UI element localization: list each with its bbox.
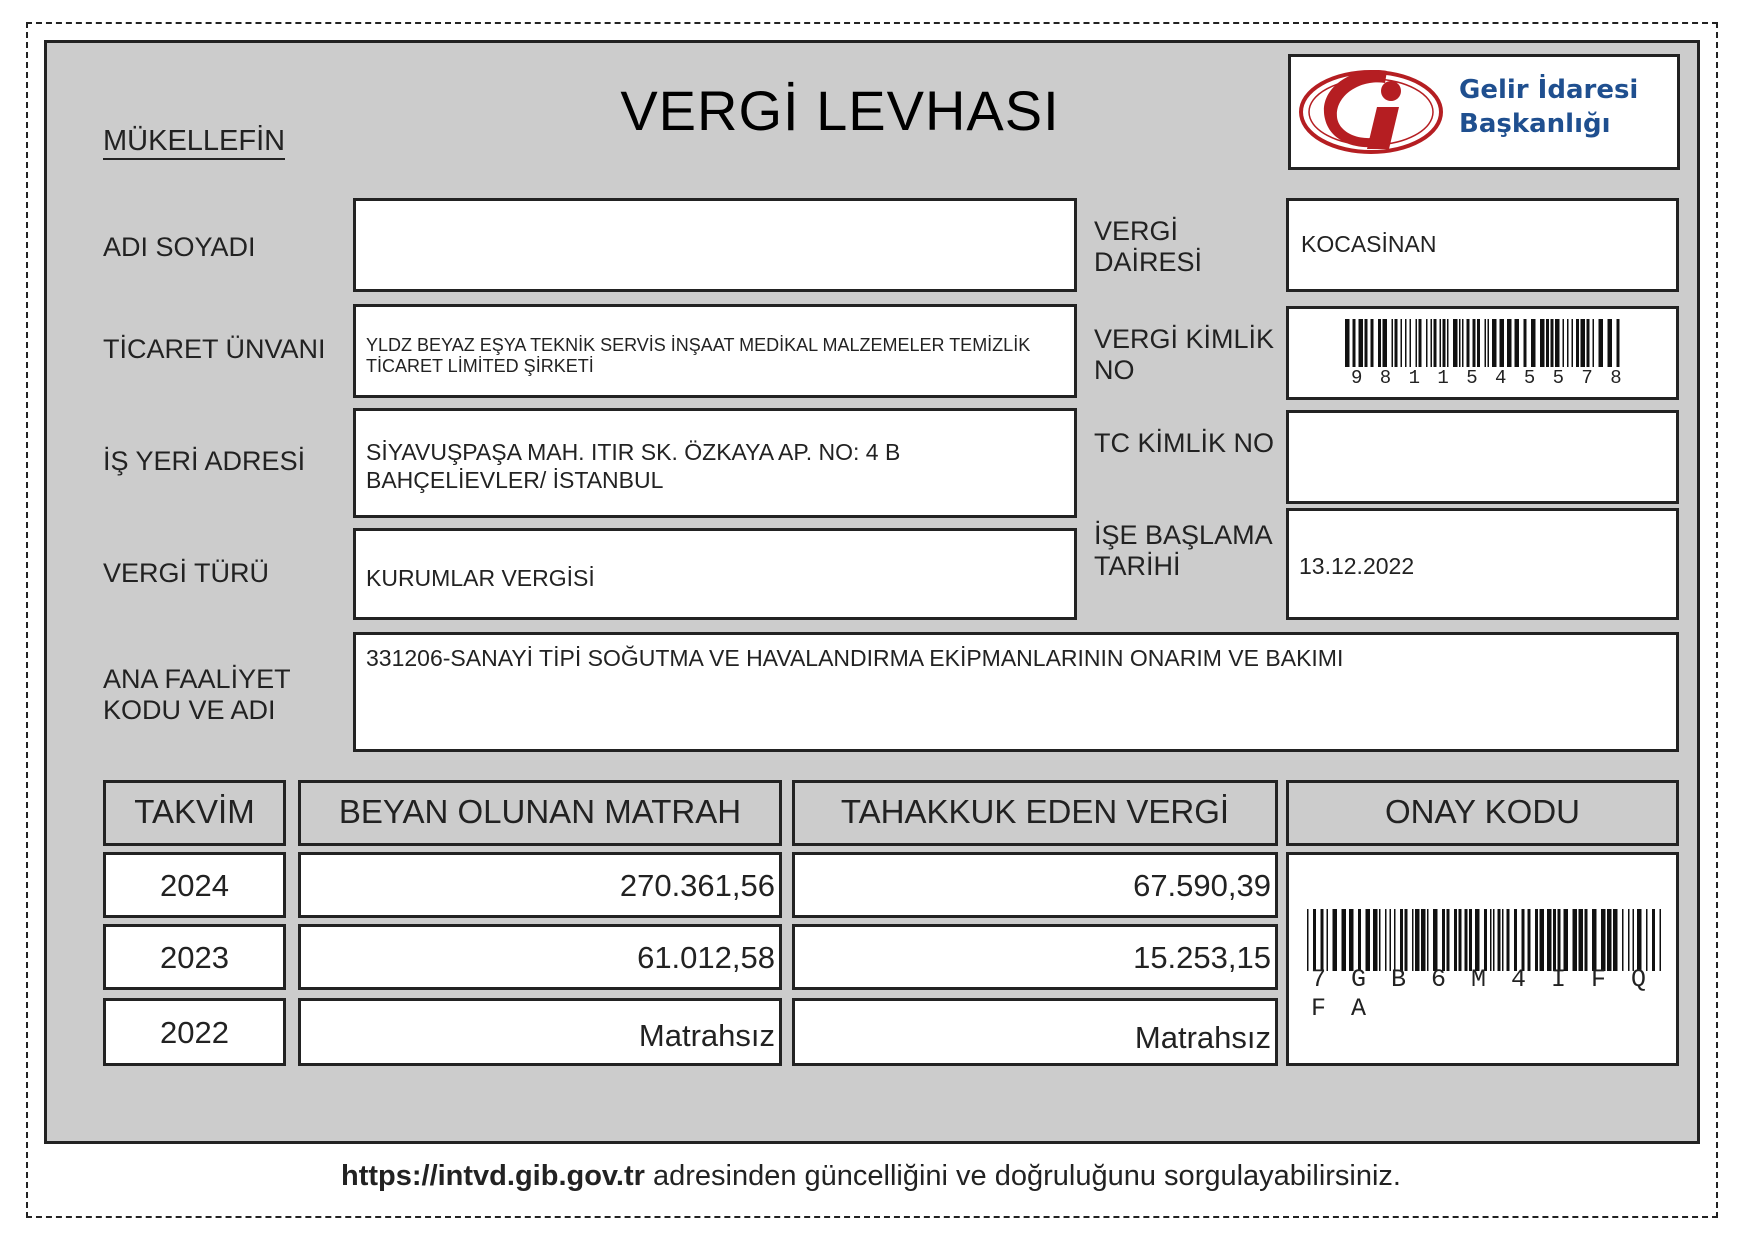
- barcode-bar: [1593, 319, 1595, 367]
- barcode-bar: [1567, 319, 1569, 367]
- header-tahakkuk-vergi: TAHAKKUK EDEN VERGİ: [792, 780, 1278, 846]
- field-ticaret-unvani: [353, 304, 1077, 398]
- barcode-bar: [1400, 909, 1403, 971]
- barcode-bar: [1475, 909, 1480, 971]
- barcode-bar: [1412, 909, 1414, 971]
- barcode-bar: [1416, 319, 1418, 367]
- barcode-bar: [1401, 319, 1403, 367]
- barcode-bar: [1395, 319, 1398, 367]
- barcode-bar: [1547, 909, 1552, 971]
- footer-url[interactable]: https://intvd.gib.gov.tr: [340, 1160, 645, 1192]
- barcode-bar: [1563, 319, 1565, 367]
- barcode-bar: [1345, 319, 1350, 367]
- label-adi-soyadi: ADI SOYADI: [103, 232, 256, 262]
- label-ticaret-unvani: TİCARET ÜNVANI: [103, 334, 326, 364]
- barcode-bar: [1307, 909, 1309, 971]
- barcode-bar: [1447, 909, 1450, 971]
- label-vergi-dairesi: [1094, 216, 1202, 278]
- barcode-bar: [1553, 909, 1556, 971]
- barcode-bar: [1447, 319, 1449, 367]
- vkn-barcode: [1345, 319, 1625, 367]
- barcode-bar: [1528, 909, 1531, 971]
- barcode-bar: [1607, 909, 1612, 971]
- field-tc-kimlik-no: [1286, 410, 1679, 504]
- barcode-bar: [1652, 909, 1655, 971]
- barcode-bar: [1613, 909, 1618, 971]
- barcode-bar: [1349, 909, 1354, 971]
- table-row-matrah: 270.361,56: [298, 852, 782, 918]
- barcode-bar: [1637, 909, 1642, 971]
- barcode-bar: [1531, 319, 1536, 367]
- barcode-bar: [1502, 909, 1504, 971]
- barcode-bar: [1333, 909, 1338, 971]
- barcode-bar: [1426, 319, 1428, 367]
- barcode-bar: [1558, 909, 1561, 971]
- logo-line-1: Gelir İdaresi: [1459, 75, 1639, 105]
- barcode-bar: [1592, 909, 1597, 971]
- barcode-bar: [1540, 909, 1545, 971]
- barcode-bar: [1581, 319, 1586, 367]
- barcode-bar: [1488, 319, 1490, 367]
- label-is-yeri-adresi: İŞ YERİ ADRESİ: [103, 446, 306, 476]
- barcode-bar: [1453, 319, 1458, 367]
- field-vergi-turu: [353, 528, 1077, 620]
- barcode-bar: [1585, 909, 1588, 971]
- label-ana-faaliyet: [103, 664, 291, 726]
- label-vergi-dairesi-line2: DAİRESİ: [1094, 247, 1203, 278]
- barcode-bar: [1473, 319, 1476, 367]
- header-beyan-matrah: BEYAN OLUNAN MATRAH: [298, 780, 782, 846]
- label-vergi-turu: VERGİ TÜRÜ: [103, 558, 270, 588]
- barcode-bar: [1358, 909, 1361, 971]
- vkn-barcode-digits: 9 8 1 1 5 4 5 5 7 8: [1351, 367, 1625, 389]
- barcode-bar: [1579, 909, 1584, 971]
- barcode-bar: [1410, 319, 1412, 367]
- barcode-bar: [1484, 909, 1487, 971]
- barcode-bar: [1507, 319, 1512, 367]
- label-ise-baslama-line1: İŞE BAŞLAMA: [1094, 520, 1273, 550]
- value-vergi-dairesi: KOCASİNAN: [1301, 231, 1437, 257]
- barcode-bar: [1628, 909, 1630, 971]
- barcode-bar: [1366, 909, 1371, 971]
- table-row-vergi: 67.590,39: [792, 852, 1278, 918]
- barcode-bar: [1572, 319, 1574, 367]
- barcode-bar: [1633, 909, 1635, 971]
- barcode-bar: [1587, 319, 1590, 367]
- barcode-bar: [1485, 319, 1487, 367]
- barcode-bar: [1462, 319, 1464, 367]
- field-onay-kodu: [1286, 852, 1679, 1066]
- barcode-bar: [1500, 319, 1505, 367]
- barcode-bar: [1535, 909, 1538, 971]
- footer-text: adresinden güncelliğini ve doğruluğunu sorgulayabilirsiniz.: [644, 1160, 1401, 1192]
- barcode-bar: [1551, 319, 1554, 367]
- barcode-bar: [1394, 909, 1396, 971]
- label-ana-faaliyet-line2: KODU VE ADI: [103, 695, 276, 726]
- field-vergi-kimlik-no: [1286, 306, 1679, 400]
- barcode-bar: [1379, 909, 1381, 971]
- field-adi-soyadi: [353, 198, 1077, 292]
- value-ise-baslama: 13.12.2022: [1299, 553, 1415, 579]
- barcode-bar: [1353, 319, 1356, 367]
- barcode-bar: [1390, 909, 1392, 971]
- barcode-bar: [1419, 319, 1422, 367]
- barcode-bar: [1646, 909, 1648, 971]
- barcode-bar: [1477, 319, 1480, 367]
- barcode-bar: [1622, 909, 1624, 971]
- barcode-bar: [1459, 319, 1461, 367]
- barcode-bar: [1576, 319, 1579, 367]
- barcode-bar: [1427, 909, 1429, 971]
- barcode-bar: [1378, 319, 1381, 367]
- barcode-bar: [1522, 909, 1525, 971]
- field-is-yeri-adresi: [353, 408, 1077, 518]
- barcode-bar: [1540, 319, 1545, 367]
- table-row-year: 2024: [103, 852, 286, 918]
- label-vkn-line1: VERGİ KİMLİK: [1094, 324, 1275, 354]
- barcode-bar: [1454, 909, 1457, 971]
- table-row-year: 2022: [103, 998, 286, 1066]
- barcode-bar: [1490, 909, 1492, 971]
- barcode-bar: [1383, 319, 1388, 367]
- value-ana-faaliyet: 331206-SANAYİ TİPİ SOĞUTMA VE HAVALANDIRMA EKİPMANLARININ ONARIM VE BAKIMI: [366, 645, 1344, 671]
- table-row-year: 2023: [103, 924, 286, 990]
- onay-kodu-barcode: [1307, 909, 1663, 971]
- barcode-bar: [1459, 909, 1462, 971]
- label-tc-kimlik-no: TC KİMLİK NO: [1094, 428, 1275, 458]
- barcode-bar: [1465, 909, 1468, 971]
- barcode-bar: [1365, 319, 1368, 367]
- barcode-bar: [1493, 909, 1495, 971]
- gib-emblem-icon: [1295, 57, 1455, 167]
- barcode-bar: [1514, 909, 1517, 971]
- label-vergi-kimlik-no: [1094, 324, 1274, 386]
- barcode-bar: [1442, 909, 1445, 971]
- barcode-bar: [1564, 909, 1569, 971]
- barcode-bar: [1608, 319, 1613, 367]
- barcode-bar: [1359, 319, 1364, 367]
- barcode-bar: [1524, 319, 1527, 367]
- label-ana-faaliyet-line1: ANA FAALİYET: [103, 664, 291, 694]
- table-row-matrah: 61.012,58: [298, 924, 782, 990]
- header-takvim: TAKVİM: [103, 780, 286, 846]
- barcode-bar: [1415, 909, 1420, 971]
- barcode-bar: [1440, 319, 1442, 367]
- label-ise-baslama: [1094, 520, 1273, 582]
- table-row-matrah: Matrahsız: [298, 998, 782, 1066]
- gib-logo-text: [1459, 73, 1638, 142]
- barcode-bar: [1498, 909, 1501, 971]
- barcode-bar: [1492, 319, 1497, 367]
- table-row-vergi: 15.253,15: [792, 924, 1278, 990]
- onay-kodu-digits: 7 G B 6 M 4 I F Q F A: [1311, 965, 1652, 1023]
- value-vergi-turu: KURUMLAR VERGİSİ: [366, 565, 595, 591]
- barcode-bar: [1546, 319, 1549, 367]
- barcode-bar: [1405, 319, 1407, 367]
- barcode-bar: [1469, 909, 1472, 971]
- value-ticaret-unvani: YLDZ BEYAZ EŞYA TEKNİK SERVİS İNŞAAT MEDİKAL MALZEMELER TEMİZLİK TİCARET LİMİTED ŞİRKETİ: [366, 335, 1031, 376]
- barcode-bar: [1327, 909, 1329, 971]
- barcode-bar: [1555, 319, 1560, 367]
- value-is-yeri-adresi: [366, 439, 900, 494]
- barcode-bar: [1573, 909, 1578, 971]
- table-row-vergi: Matrahsız: [792, 998, 1278, 1066]
- logo-line-2: Başkanlığı: [1459, 109, 1611, 140]
- barcode-bar: [1433, 909, 1438, 971]
- label-vkn-line2: NO: [1094, 355, 1135, 386]
- barcode-bar: [1434, 319, 1437, 367]
- document-title: VERGİ LEVHASI: [620, 79, 1060, 142]
- header-onay-kodu: ONAY KODU: [1286, 780, 1679, 846]
- value-adres-line2: BAHÇELİEVLER/ İSTANBUL: [366, 466, 664, 493]
- section-label: MÜKELLEFİN: [103, 126, 285, 160]
- field-ana-faaliyet: [353, 632, 1679, 752]
- footer-note: [0, 1160, 1742, 1193]
- barcode-bar: [1660, 909, 1662, 971]
- label-vergi-dairesi-line1: VERGİ: [1094, 216, 1179, 246]
- label-ise-baslama-line2: TARİHİ: [1094, 551, 1181, 582]
- barcode-bar: [1599, 319, 1604, 367]
- barcode-bar: [1421, 909, 1426, 971]
- barcode-bar: [1313, 909, 1316, 971]
- value-adres-line1: SİYAVUŞPAŞA MAH. ITIR SK. ÖZKAYA AP. NO: 4 B: [366, 439, 901, 465]
- field-vergi-dairesi: [1286, 198, 1679, 292]
- barcode-bar: [1392, 319, 1394, 367]
- barcode-bar: [1515, 319, 1520, 367]
- gib-logo: [1288, 54, 1680, 170]
- barcode-bar: [1405, 909, 1408, 971]
- barcode-bar: [1431, 319, 1433, 367]
- barcode-bar: [1321, 909, 1324, 971]
- barcode-bar: [1443, 319, 1446, 367]
- barcode-bar: [1371, 319, 1374, 367]
- barcode-bar: [1385, 909, 1387, 971]
- barcode-bar: [1373, 909, 1378, 971]
- barcode-bar: [1617, 319, 1620, 367]
- barcode-bar: [1467, 319, 1470, 367]
- barcode-bar: [1601, 909, 1606, 971]
- field-ise-baslama: [1286, 508, 1679, 620]
- barcode-bar: [1342, 909, 1347, 971]
- barcode-bar: [1507, 909, 1510, 971]
